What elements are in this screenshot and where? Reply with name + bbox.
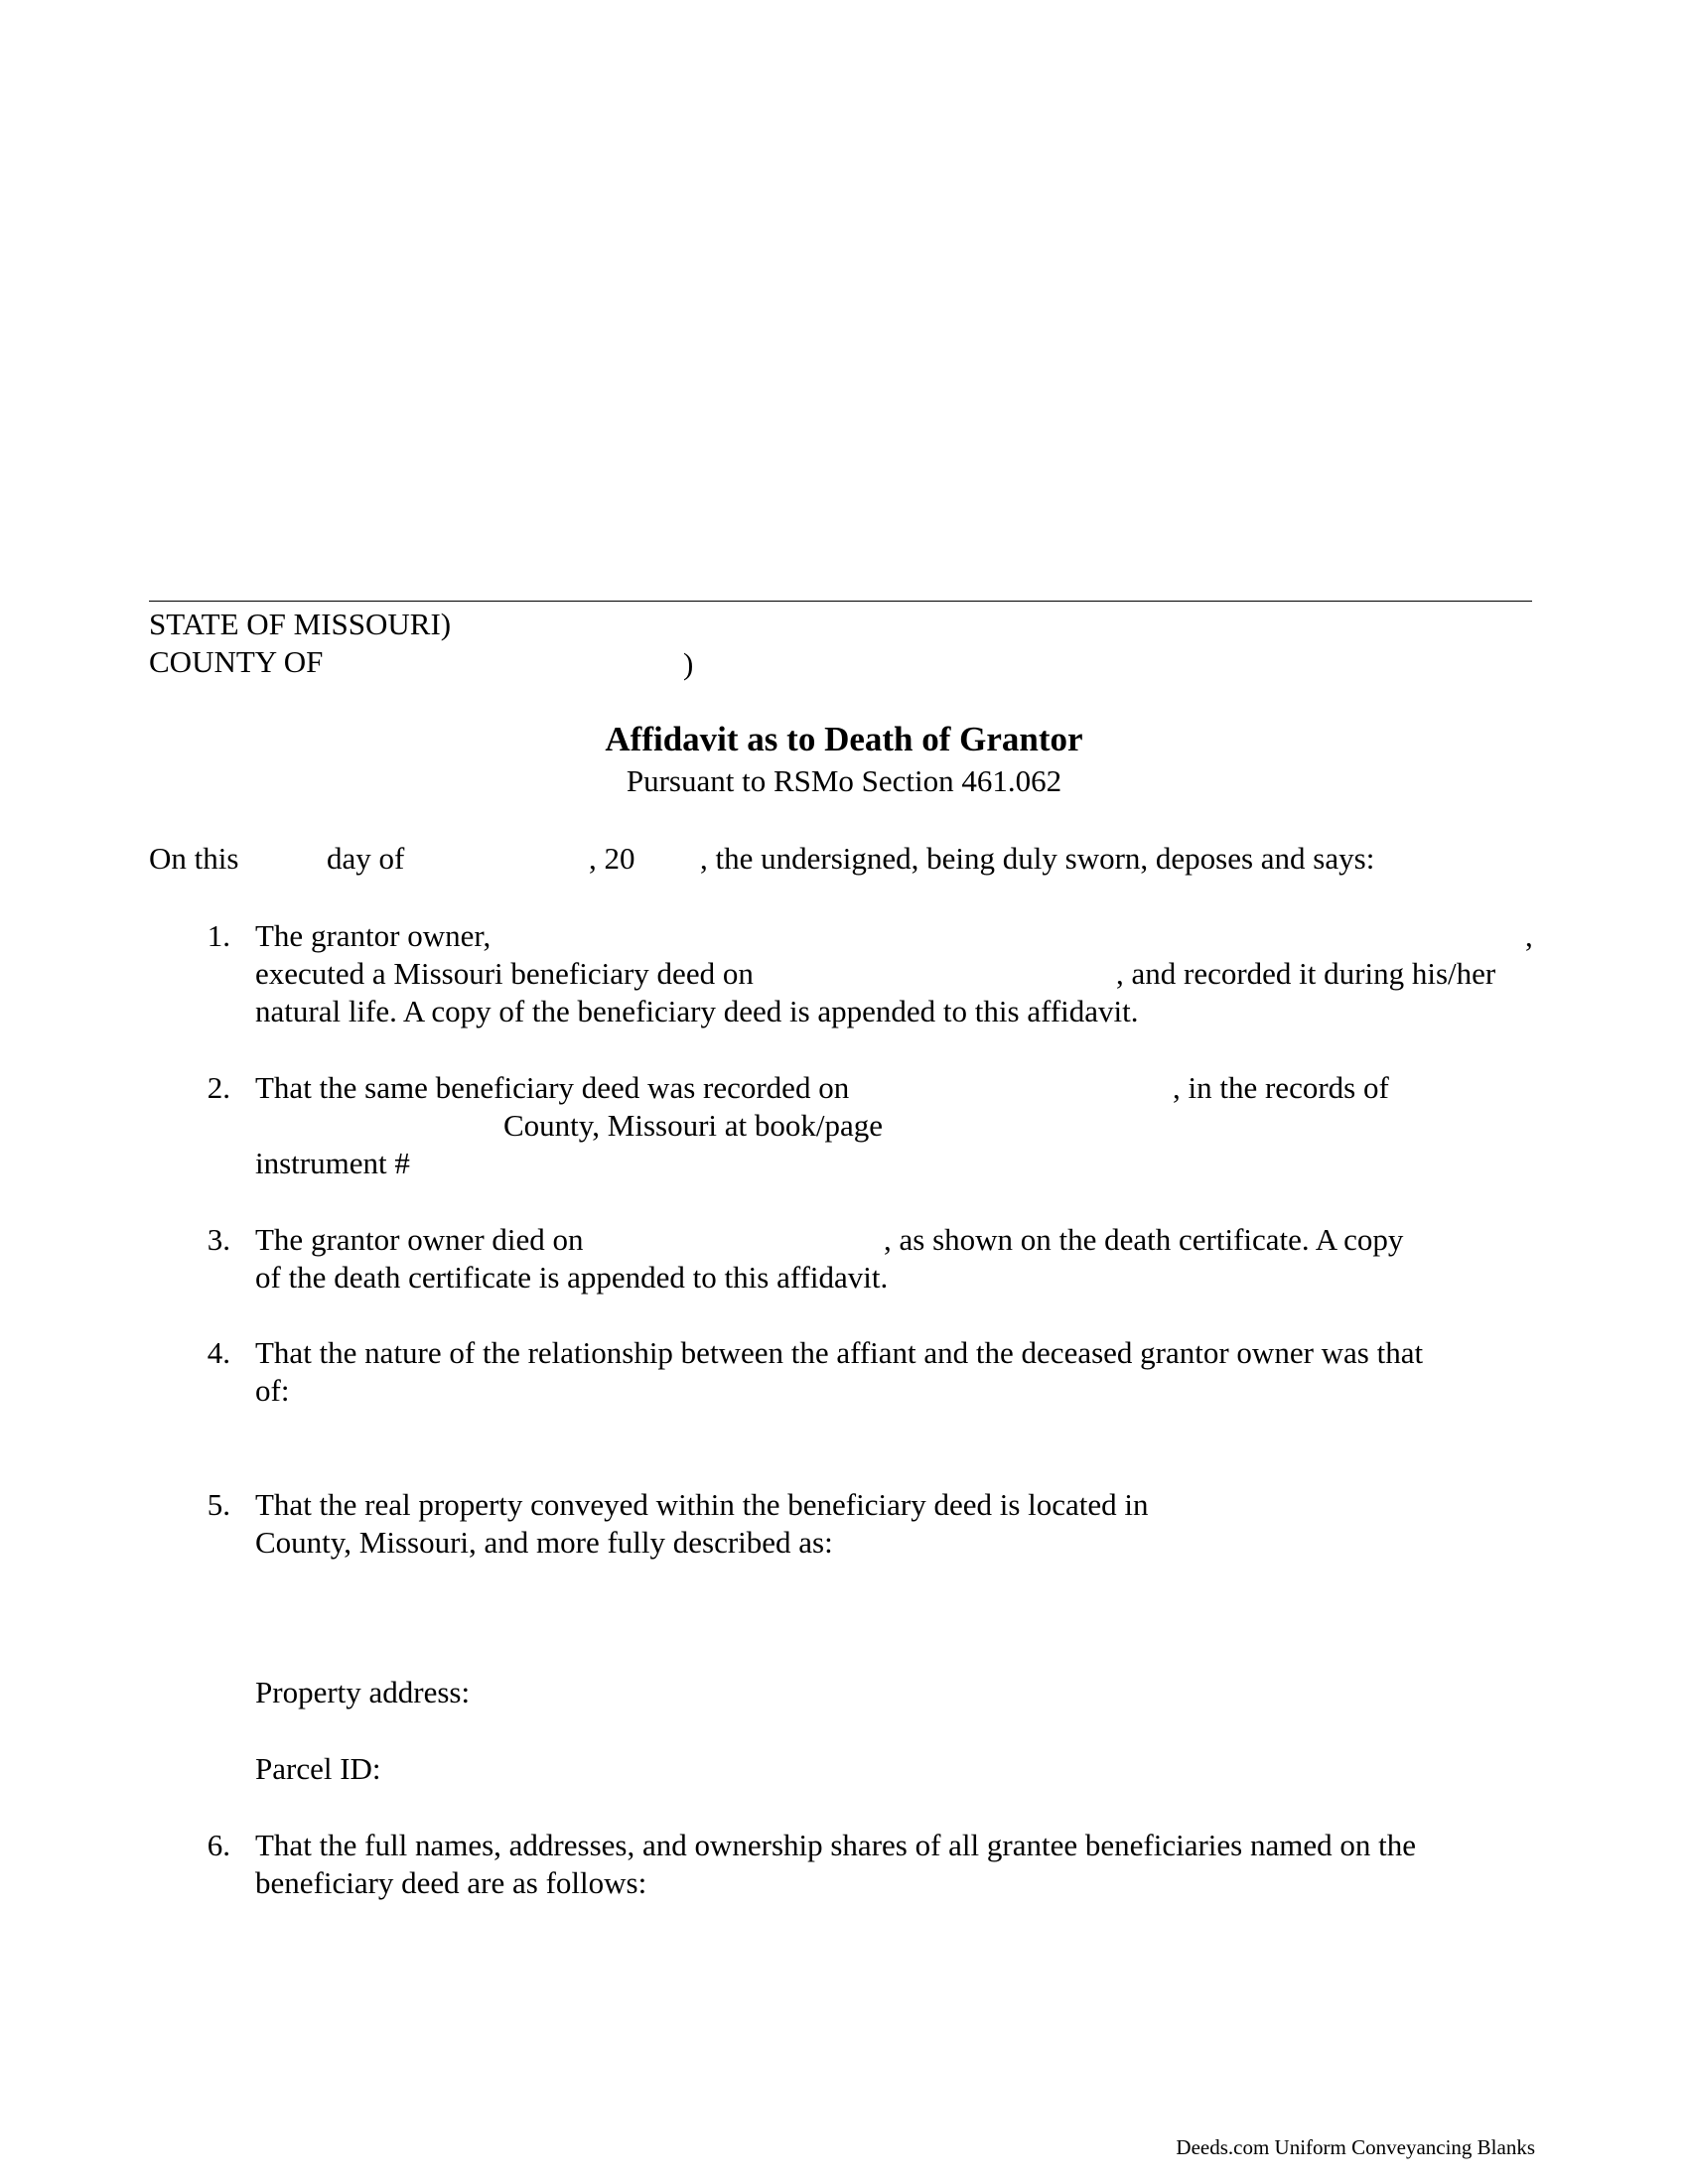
- item-6-number: 6.: [207, 1828, 230, 1862]
- item-3-number: 3.: [207, 1222, 230, 1257]
- item-4-number: 4.: [207, 1335, 230, 1370]
- intro-sworn: , the undersigned, being duly sworn, deposes and says:: [700, 841, 1375, 876]
- item-1-number: 1.: [207, 918, 230, 953]
- item-3-line1a: The grantor owner died on: [255, 1222, 584, 1257]
- item-4-line1: That the nature of the relationship between the affiant and the deceased grantor owner was that: [255, 1335, 1424, 1370]
- footer-credit: Deeds.com Uniform Conveyancing Blanks: [1176, 2135, 1535, 2159]
- item-2-line1a: That the same beneficiary deed was recorded on: [255, 1070, 850, 1105]
- item-1-line3: natural life. A copy of the beneficiary deed is appended to this affidavit.: [255, 994, 1139, 1028]
- item-6-line1: That the full names, addresses, and ownership shares of all grantee beneficiaries named on the: [255, 1828, 1416, 1862]
- county-paren: ): [683, 646, 694, 681]
- item-5-number: 5.: [207, 1487, 230, 1522]
- intro-day-of: day of: [327, 841, 405, 876]
- item-2-number: 2.: [207, 1070, 230, 1105]
- item-4-line2: of:: [255, 1373, 290, 1408]
- parcel-id-label: Parcel ID:: [255, 1751, 381, 1786]
- item-1-line1-end: ,: [1525, 918, 1533, 953]
- document-subtitle: Pursuant to RSMo Section 461.062: [626, 763, 1062, 798]
- item-2-line2: County, Missouri at book/page: [503, 1108, 884, 1143]
- document-title: Affidavit as to Death of Grantor: [605, 720, 1083, 758]
- item-1-line1: The grantor owner,: [255, 918, 492, 953]
- intro-on-this: On this: [149, 841, 239, 876]
- property-address-label: Property address:: [255, 1675, 471, 1709]
- item-6-line2: beneficiary deed are as follows:: [255, 1865, 647, 1900]
- item-5-line2: County, Missouri, and more fully described as:: [255, 1525, 833, 1560]
- intro-year-prefix: , 20: [589, 841, 635, 876]
- item-3-line2: of the death certificate is appended to this affidavit.: [255, 1260, 889, 1295]
- item-2-line3: instrument #: [255, 1146, 410, 1180]
- county-label: COUNTY OF: [149, 644, 324, 679]
- item-3-line1b: , as shown on the death certificate. A copy: [884, 1222, 1404, 1257]
- item-5-line1: That the real property conveyed within the beneficiary deed is located in: [255, 1487, 1149, 1522]
- item-1-line2a: executed a Missouri beneficiary deed on: [255, 956, 754, 991]
- state-line: STATE OF MISSOURI): [149, 607, 452, 641]
- item-2-line1b: , in the records of: [1173, 1070, 1389, 1105]
- item-1-line2b: , and recorded it during his/her: [1116, 956, 1496, 991]
- header-rule: [149, 601, 1532, 602]
